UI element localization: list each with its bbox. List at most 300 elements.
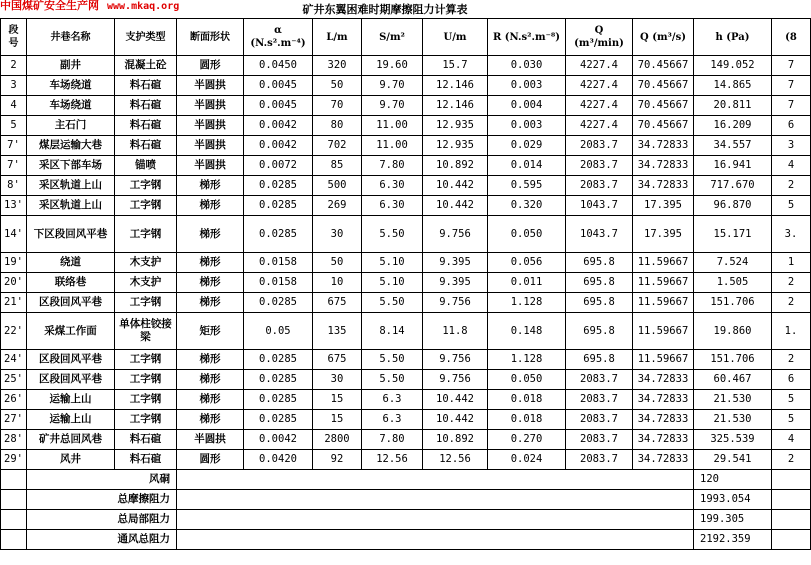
cell-qs: 70.45667 [633,96,694,116]
cell-extra: 2 [772,350,811,370]
cell-shape: 半圆拱 [177,116,244,136]
cell-u: 10.442 [423,176,488,196]
cell-support: 料石碹 [115,136,177,156]
cell-support: 料石碹 [115,450,177,470]
cell-qs: 70.45667 [633,76,694,96]
cell-l: 675 [313,293,362,313]
cell-qm: 4227.4 [566,56,633,76]
cell-s: 9.70 [362,76,423,96]
cell-l: 320 [313,56,362,76]
cell-h: 96.870 [694,196,772,216]
cell-qm: 695.8 [566,313,633,350]
cell-r: 0.003 [488,116,566,136]
cell-h: 151.706 [694,350,772,370]
cell-s: 5.50 [362,216,423,253]
cell-shape: 圆形 [177,56,244,76]
cell-name: 采煤工作面 [27,313,115,350]
summary-blank [177,510,694,530]
cell-qm: 2083.7 [566,370,633,390]
column-header: (8 [772,19,811,56]
cell-qm: 4227.4 [566,76,633,96]
cell-s: 6.3 [362,410,423,430]
cell-support: 木支护 [115,273,177,293]
cell-seg: 3 [1,76,27,96]
cell-alpha: 0.0042 [244,430,313,450]
cell-r: 0.011 [488,273,566,293]
cell-seg: 7' [1,136,27,156]
cell-extra: 1. [772,313,811,350]
table-row [1,56,811,76]
cell-qm: 695.8 [566,350,633,370]
cell-l: 92 [313,450,362,470]
cell-qm: 2083.7 [566,390,633,410]
cell-name: 煤层运输大巷 [27,136,115,156]
cell-s: 11.00 [362,116,423,136]
table-row [1,390,811,410]
cell-qs: 11.59667 [633,253,694,273]
summary-row [1,510,811,530]
cell-r: 1.128 [488,293,566,313]
cell-u: 12.935 [423,136,488,156]
cell-seg: 4 [1,96,27,116]
cell-seg: 29' [1,450,27,470]
cell-u: 9.395 [423,253,488,273]
table-end [1,550,811,563]
cell-alpha: 0.0285 [244,196,313,216]
cell-name: 区段回风平巷 [27,350,115,370]
cell-u: 12.146 [423,96,488,116]
table-row [1,273,811,293]
column-header: 井巷名称 [27,19,115,56]
site-brand [0,0,179,13]
cell-h: 325.539 [694,430,772,450]
page-title: 矿井东翼困难时期摩擦阻力计算表 [302,3,468,16]
table-row [1,350,811,370]
column-header: Q (m³/s) [633,19,694,56]
cell-h: 19.860 [694,313,772,350]
summary-blank [177,470,694,490]
cell-u: 9.756 [423,293,488,313]
cell-extra: 5 [772,410,811,430]
summary-row [1,530,811,550]
cell-r: 0.029 [488,136,566,156]
cell-extra: 3 [772,136,811,156]
cell-s: 5.50 [362,370,423,390]
cell-h: 21.530 [694,390,772,410]
table-end-cell [1,550,811,563]
cell-seg: 22' [1,313,27,350]
cell-s: 5.10 [362,273,423,293]
cell-extra: 2 [772,450,811,470]
cell-s: 5.10 [362,253,423,273]
summary-blank [1,510,27,530]
cell-seg: 24' [1,350,27,370]
summary-value: 2192.359 [694,530,772,550]
cell-l: 702 [313,136,362,156]
cell-r: 0.004 [488,96,566,116]
cell-r: 0.003 [488,76,566,96]
cell-shape: 圆形 [177,450,244,470]
cell-h: 29.541 [694,450,772,470]
cell-extra: 6 [772,116,811,136]
cell-support: 工字钢 [115,196,177,216]
cell-s: 6.30 [362,176,423,196]
cell-alpha: 0.0285 [244,390,313,410]
cell-name: 矿井总回风巷 [27,430,115,450]
cell-qs: 34.72833 [633,136,694,156]
cell-l: 500 [313,176,362,196]
cell-seg: 2 [1,56,27,76]
table-row [1,293,811,313]
cell-s: 9.70 [362,96,423,116]
cell-alpha: 0.0045 [244,96,313,116]
cell-seg: 8' [1,176,27,196]
table-row [1,176,811,196]
cell-seg: 14' [1,216,27,253]
cell-r: 0.320 [488,196,566,216]
cell-name: 主石门 [27,116,115,136]
cell-alpha: 0.0285 [244,293,313,313]
summary-label: 风硐 [27,470,177,490]
cell-extra: 2 [772,293,811,313]
cell-name: 车场绕道 [27,76,115,96]
column-header: U/m [423,19,488,56]
cell-u: 12.935 [423,116,488,136]
table-row [1,370,811,390]
cell-h: 14.865 [694,76,772,96]
cell-h: 16.209 [694,116,772,136]
cell-support: 单体柱铰接梁 [115,313,177,350]
cell-u: 10.442 [423,390,488,410]
cell-extra: 6 [772,370,811,390]
column-header: S/m² [362,19,423,56]
summary-blank [1,530,27,550]
cell-seg: 21' [1,293,27,313]
cell-alpha: 0.0042 [244,116,313,136]
cell-l: 85 [313,156,362,176]
cell-name: 区段回风平巷 [27,370,115,390]
cell-s: 8.14 [362,313,423,350]
cell-qs: 34.72833 [633,156,694,176]
cell-support: 料石碹 [115,96,177,116]
cell-shape: 梯形 [177,273,244,293]
cell-qs: 34.72833 [633,390,694,410]
table-row [1,96,811,116]
cell-shape: 半圆拱 [177,156,244,176]
summary-blank [177,490,694,510]
cell-r: 0.050 [488,216,566,253]
cell-h: 15.171 [694,216,772,253]
summary-label: 总局部阻力 [27,510,177,530]
column-header: 断面形状 [177,19,244,56]
summary-value: 1993.054 [694,490,772,510]
summary-value: 199.305 [694,510,772,530]
cell-u: 12.56 [423,450,488,470]
cell-r: 0.018 [488,410,566,430]
cell-u: 15.7 [423,56,488,76]
cell-s: 6.3 [362,390,423,410]
column-header: h (Pa) [694,19,772,56]
cell-extra: 7 [772,96,811,116]
cell-s: 7.80 [362,430,423,450]
cell-alpha: 0.0072 [244,156,313,176]
cell-h: 34.557 [694,136,772,156]
cell-h: 717.670 [694,176,772,196]
cell-seg: 19' [1,253,27,273]
cell-extra: 7 [772,76,811,96]
cell-s: 11.00 [362,136,423,156]
cell-qm: 4227.4 [566,96,633,116]
cell-qs: 11.59667 [633,293,694,313]
cell-shape: 梯形 [177,253,244,273]
cell-l: 269 [313,196,362,216]
cell-h: 16.941 [694,156,772,176]
cell-support: 木支护 [115,253,177,273]
cell-extra: 1 [772,253,811,273]
cell-shape: 半圆拱 [177,136,244,156]
table-row [1,313,811,350]
cell-s: 7.80 [362,156,423,176]
cell-shape: 梯形 [177,196,244,216]
cell-alpha: 0.0450 [244,56,313,76]
summary-blank [772,510,811,530]
cell-s: 5.50 [362,350,423,370]
cell-name: 副井 [27,56,115,76]
cell-support: 工字钢 [115,370,177,390]
cell-s: 12.56 [362,450,423,470]
cell-qs: 11.59667 [633,350,694,370]
cell-seg: 27' [1,410,27,430]
cell-l: 30 [313,370,362,390]
cell-u: 9.756 [423,216,488,253]
table-row [1,136,811,156]
cell-l: 30 [313,216,362,253]
cell-support: 工字钢 [115,390,177,410]
cell-qm: 4227.4 [566,116,633,136]
cell-qs: 34.72833 [633,370,694,390]
column-header: R (N.s².m⁻⁸) [488,19,566,56]
cell-support: 工字钢 [115,293,177,313]
cell-seg: 26' [1,390,27,410]
cell-h: 60.467 [694,370,772,390]
cell-qm: 2083.7 [566,136,633,156]
cell-name: 采区下部车场 [27,156,115,176]
column-header: 段号 [1,19,27,56]
cell-support: 工字钢 [115,176,177,196]
cell-shape: 梯形 [177,216,244,253]
table-row [1,216,811,253]
cell-alpha: 0.0285 [244,410,313,430]
cell-support: 料石碹 [115,430,177,450]
cell-alpha: 0.0045 [244,76,313,96]
cell-qm: 2083.7 [566,430,633,450]
column-header: α (N.s².m⁻⁴) [244,19,313,56]
cell-u: 10.442 [423,410,488,430]
cell-seg: 5 [1,116,27,136]
cell-qs: 17.395 [633,196,694,216]
cell-seg: 13' [1,196,27,216]
summary-row [1,470,811,490]
cell-h: 151.706 [694,293,772,313]
resistance-table [0,18,811,562]
summary-blank [1,490,27,510]
cell-h: 7.524 [694,253,772,273]
cell-l: 10 [313,273,362,293]
cell-extra: 4 [772,156,811,176]
cell-shape: 梯形 [177,176,244,196]
table-row [1,253,811,273]
cell-r: 0.024 [488,450,566,470]
cell-shape: 梯形 [177,350,244,370]
cell-support: 工字钢 [115,216,177,253]
cell-u: 10.892 [423,156,488,176]
cell-s: 19.60 [362,56,423,76]
cell-extra: 2 [772,273,811,293]
cell-extra: 5 [772,196,811,216]
cell-u: 9.756 [423,350,488,370]
cell-alpha: 0.0285 [244,350,313,370]
cell-qm: 695.8 [566,253,633,273]
cell-u: 10.892 [423,430,488,450]
cell-h: 1.505 [694,273,772,293]
cell-r: 1.128 [488,350,566,370]
cell-name: 运输上山 [27,390,115,410]
cell-support: 料石碹 [115,116,177,136]
cell-u: 9.756 [423,370,488,390]
brand-url[interactable]: www.mkaq.org [107,1,180,12]
column-header: L/m [313,19,362,56]
cell-r: 0.148 [488,313,566,350]
cell-extra: 4 [772,430,811,450]
cell-qs: 34.72833 [633,410,694,430]
cell-support: 工字钢 [115,410,177,430]
cell-extra: 7 [772,56,811,76]
cell-u: 12.146 [423,76,488,96]
table-header [1,19,811,56]
cell-r: 0.050 [488,370,566,390]
cell-qs: 11.59667 [633,313,694,350]
column-header: 支护类型 [115,19,177,56]
cell-support: 工字钢 [115,350,177,370]
cell-qs: 11.59667 [633,273,694,293]
cell-alpha: 0.0158 [244,273,313,293]
table-row [1,156,811,176]
cell-name: 下区段回风平巷 [27,216,115,253]
cell-shape: 梯形 [177,293,244,313]
cell-shape: 半圆拱 [177,430,244,450]
cell-shape: 半圆拱 [177,76,244,96]
cell-r: 0.056 [488,253,566,273]
cell-l: 2800 [313,430,362,450]
summary-blank [772,530,811,550]
table-row [1,410,811,430]
cell-alpha: 0.0420 [244,450,313,470]
table-row [1,430,811,450]
cell-r: 0.014 [488,156,566,176]
cell-qm: 2083.7 [566,176,633,196]
cell-support: 混凝土砼 [115,56,177,76]
cell-alpha: 0.0285 [244,216,313,253]
summary-blank [772,490,811,510]
cell-seg: 20' [1,273,27,293]
cell-shape: 梯形 [177,370,244,390]
cell-name: 区段回风平巷 [27,293,115,313]
cell-qm: 1043.7 [566,196,633,216]
cell-name: 风井 [27,450,115,470]
cell-alpha: 0.05 [244,313,313,350]
cell-name: 车场绕道 [27,96,115,116]
cell-shape: 矩形 [177,313,244,350]
cell-u: 9.395 [423,273,488,293]
cell-qs: 34.72833 [633,450,694,470]
cell-l: 50 [313,253,362,273]
table-row [1,196,811,216]
cell-qm: 2083.7 [566,450,633,470]
cell-l: 675 [313,350,362,370]
cell-l: 15 [313,390,362,410]
cell-shape: 半圆拱 [177,96,244,116]
cell-l: 15 [313,410,362,430]
summary-label: 通风总阻力 [27,530,177,550]
table-row [1,450,811,470]
cell-seg: 25' [1,370,27,390]
cell-extra: 2 [772,176,811,196]
cell-name: 运输上山 [27,410,115,430]
cell-l: 135 [313,313,362,350]
cell-alpha: 0.0285 [244,370,313,390]
summary-blank [772,470,811,490]
cell-u: 10.442 [423,196,488,216]
table-row [1,116,811,136]
cell-s: 5.50 [362,293,423,313]
cell-qm: 2083.7 [566,156,633,176]
cell-name: 联络巷 [27,273,115,293]
cell-qs: 17.395 [633,216,694,253]
cell-r: 0.270 [488,430,566,450]
cell-r: 0.018 [488,390,566,410]
table-body [1,56,811,563]
summary-blank [1,470,27,490]
cell-qm: 2083.7 [566,410,633,430]
table-row [1,76,811,96]
cell-l: 80 [313,116,362,136]
cell-qs: 70.45667 [633,56,694,76]
cell-s: 6.30 [362,196,423,216]
cell-seg: 28' [1,430,27,450]
cell-shape: 梯形 [177,390,244,410]
cell-name: 采区轨道上山 [27,196,115,216]
cell-seg: 7' [1,156,27,176]
cell-support: 锚喷 [115,156,177,176]
cell-qs: 34.72833 [633,176,694,196]
cell-qm: 695.8 [566,273,633,293]
summary-blank [177,530,694,550]
cell-support: 料石碹 [115,76,177,96]
cell-alpha: 0.0158 [244,253,313,273]
cell-qs: 34.72833 [633,430,694,450]
cell-name: 绕道 [27,253,115,273]
cell-r: 0.595 [488,176,566,196]
summary-label: 总摩擦阻力 [27,490,177,510]
cell-extra: 5 [772,390,811,410]
column-header: Q (m³/min) [566,19,633,56]
cell-qs: 70.45667 [633,116,694,136]
cell-alpha: 0.0285 [244,176,313,196]
summary-value: 120 [694,470,772,490]
brand-name: 中国煤矿安全生产网 [0,0,99,12]
cell-qm: 1043.7 [566,216,633,253]
cell-u: 11.8 [423,313,488,350]
